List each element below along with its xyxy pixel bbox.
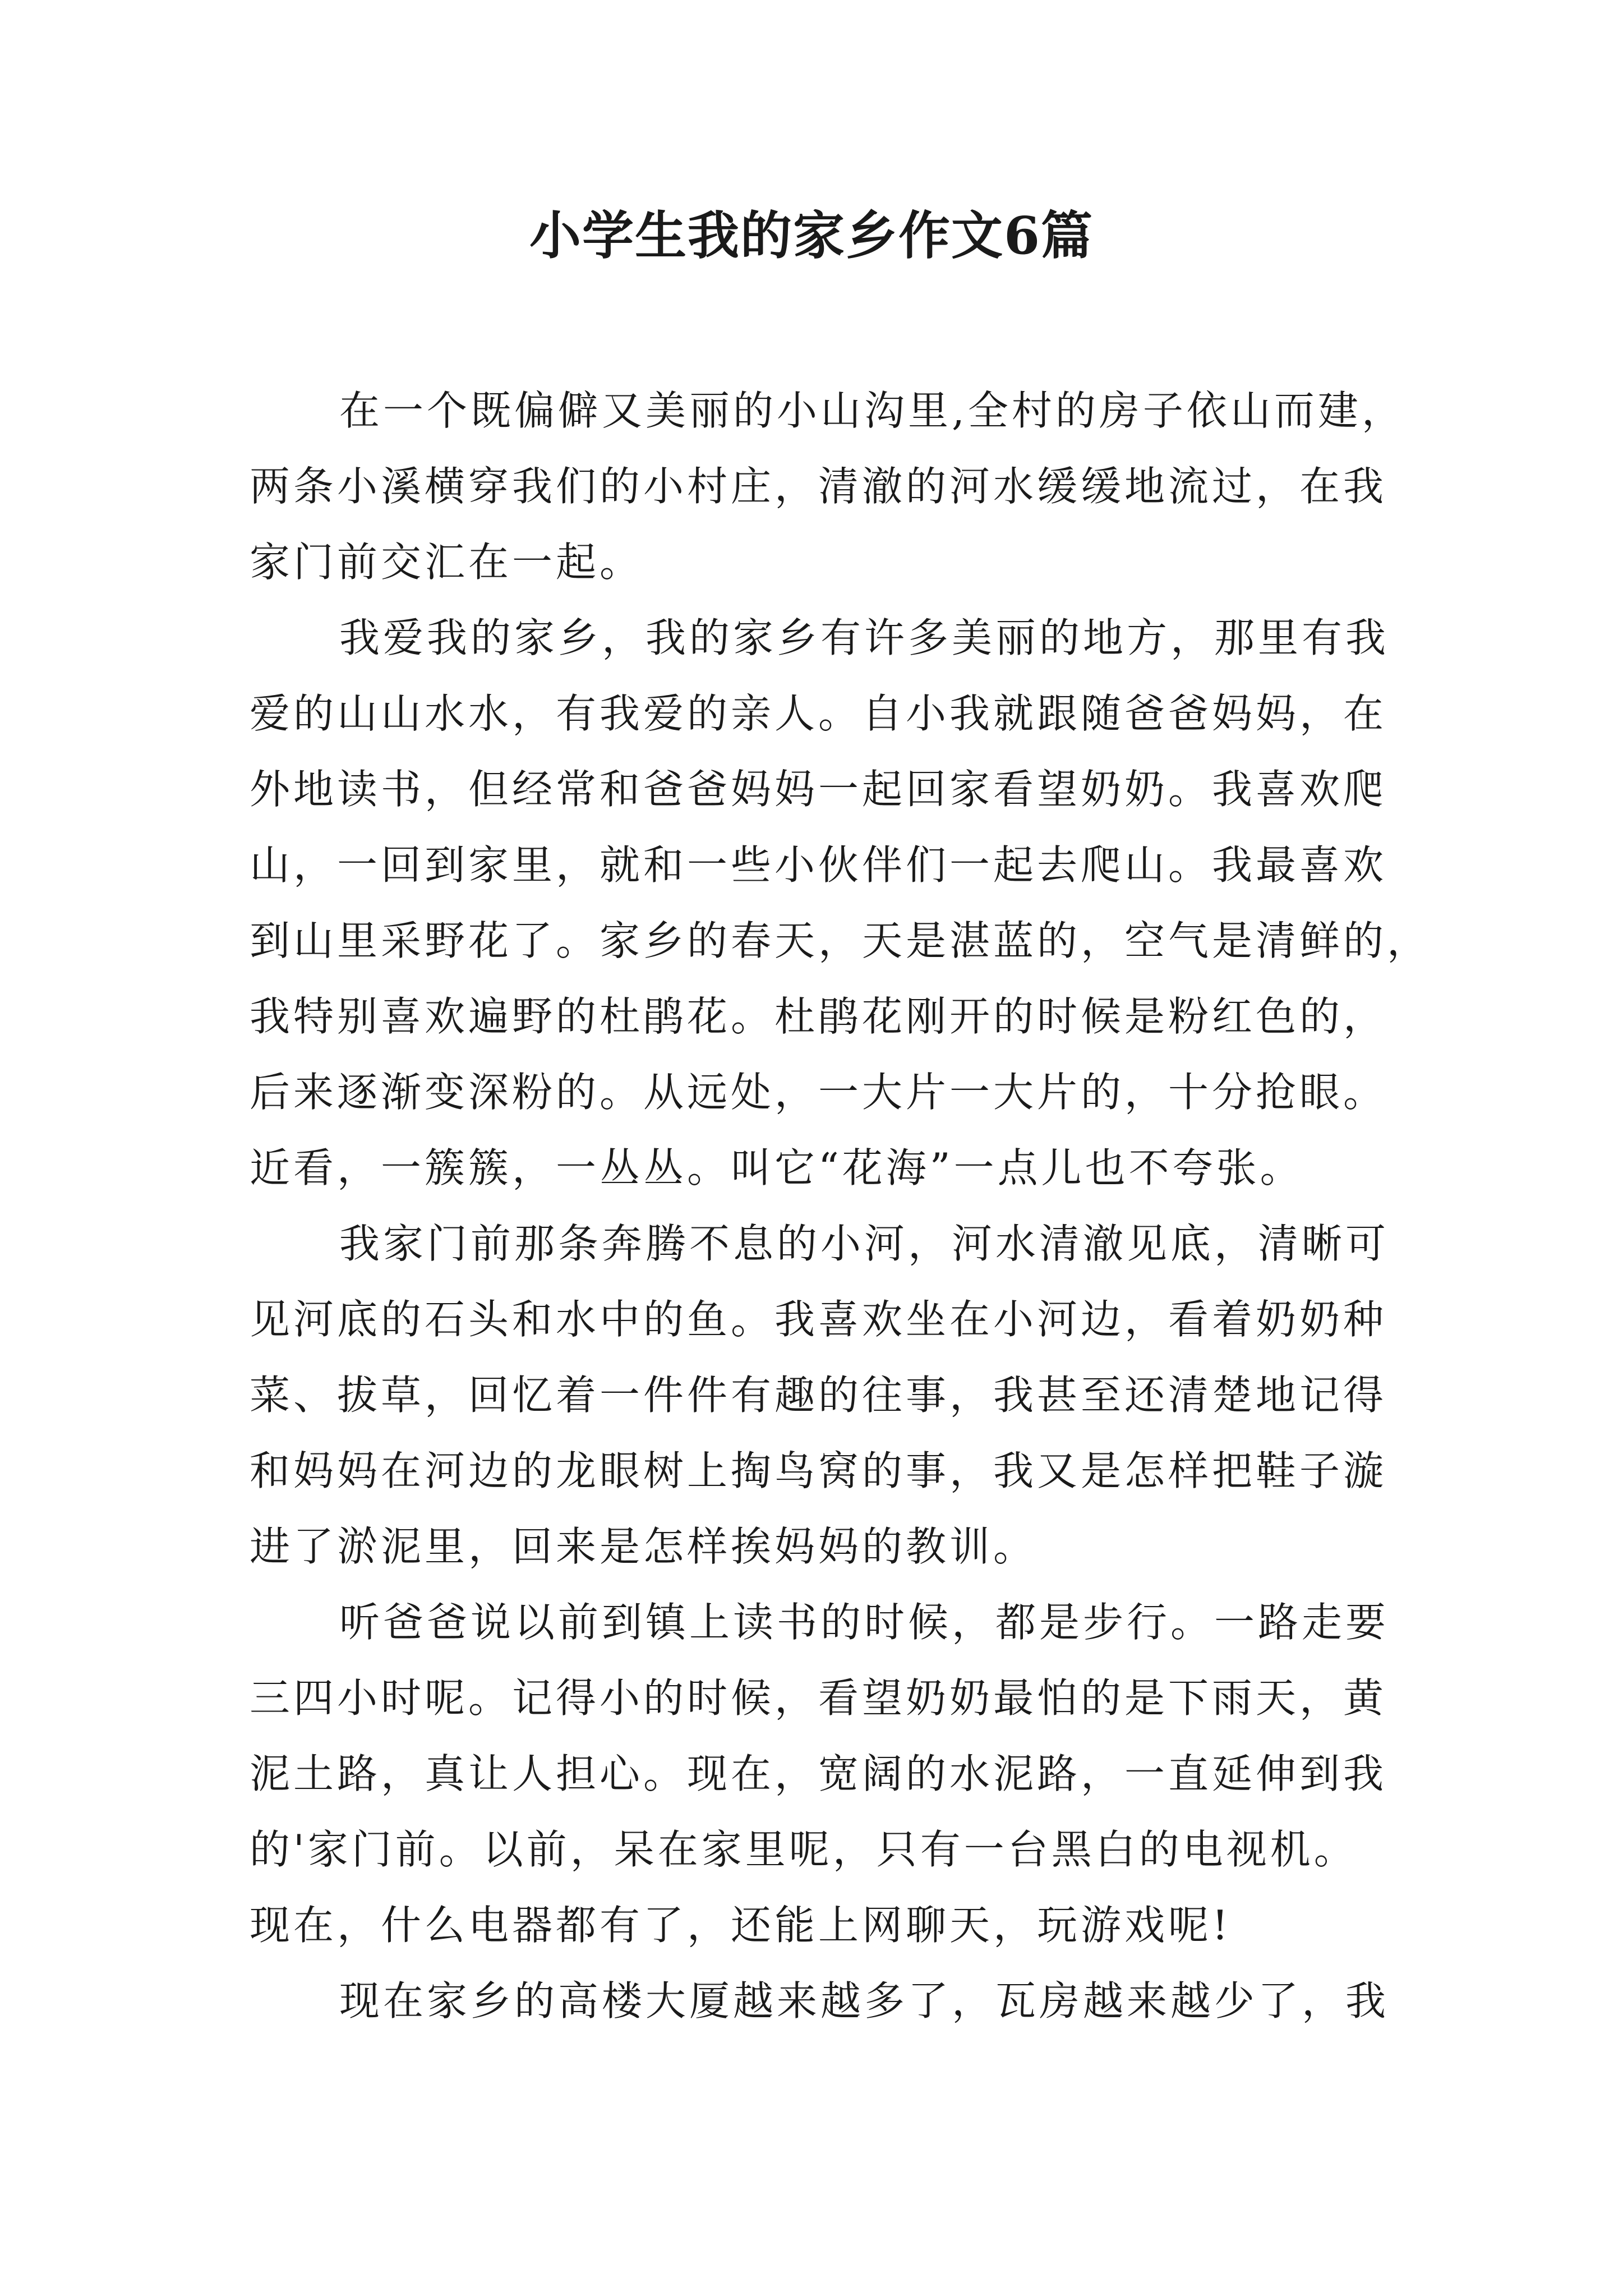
paragraph-line: 爱的山山水水，有我爱的亲人。自小我就跟随爸爸妈妈，在 xyxy=(250,690,1387,737)
paragraph-line: 我爱我的家乡，我的家乡有许多美丽的地方，那里有我 xyxy=(339,614,1390,661)
paragraph-line: 两条小溪横穿我们的小村庄，清澈的河水缓缓地流过，在我 xyxy=(250,463,1387,510)
paragraph-line: 我特别喜欢遍野的杜鹃花。杜鹃花刚开的时候是粉红色的， xyxy=(250,993,1387,1040)
paragraph-line: 山，一回到家里，就和一些小伙伴们一起去爬山。我最喜欢 xyxy=(250,841,1387,889)
paragraph-line: 菜、拔草，回忆着一件件有趣的往事，我甚至还清楚地记得 xyxy=(250,1372,1387,1419)
paragraph-5 xyxy=(250,1963,1390,2039)
paragraph-1 xyxy=(250,373,1405,600)
paragraph-line: 外地读书，但经常和爸爸妈妈一起回家看望奶奶。我喜欢爬 xyxy=(250,766,1387,813)
paragraph-line: 听爸爸说以前到镇上读书的时候，都是步行。一路走要 xyxy=(339,1599,1390,1646)
document-body xyxy=(250,373,1431,2039)
paragraph-2 xyxy=(250,600,1431,1206)
paragraph-line: 近看，一簇簇，一丛丛。叫它“花海”一点儿也不夸张。 xyxy=(250,1144,1304,1191)
paragraph-line: 后来逐渐变深粉的。从远处，一大片一大片的，十分抢眼。 xyxy=(250,1069,1387,1116)
paragraph-line: 我家门前那条奔腾不息的小河，河水清澈见底，清晰可 xyxy=(339,1220,1390,1267)
paragraph-line: 泥土路，真让人担心。现在，宽阔的水泥路，一直延伸到我 xyxy=(250,1750,1387,1797)
paragraph-line: 三四小时呢。记得小的时候，看望奶奶最怕的是下雨天，黄 xyxy=(250,1674,1387,1722)
paragraph-line: 现在，什么电器都有了，还能上网聊天，玩游戏呢! xyxy=(250,1902,1232,1949)
paragraph-3 xyxy=(250,1206,1390,1585)
paragraph-4 xyxy=(250,1585,1390,1963)
paragraph-line: 见河底的石头和水中的鱼。我喜欢坐在小河边，看着奶奶种 xyxy=(250,1296,1387,1343)
document-title: 小学生我的家乡作文6篇 xyxy=(529,205,1094,266)
paragraph-line: 现在家乡的高楼大厦越来越多了，瓦房越来越少了，我 xyxy=(339,1977,1390,2024)
paragraph-line: 到山里采野花了。家乡的春天，天是湛蓝的，空气是清鲜的， xyxy=(250,917,1431,964)
paragraph-line: 进了淤泥里，回来是怎样挨妈妈的教训。 xyxy=(250,1523,1038,1570)
paragraph-line: 的'家门前。以前，呆在家里呢，只有一台黑白的电视机。 xyxy=(250,1826,1358,1873)
paragraph-line: 在一个既偏僻又美丽的小山沟里,全村的房子依山而建， xyxy=(339,387,1405,434)
paragraph-line: 和妈妈在河边的龙眼树上掏鸟窝的事，我又是怎样把鞋子漩 xyxy=(250,1447,1387,1494)
paragraph-line: 家门前交汇在一起。 xyxy=(250,539,644,586)
